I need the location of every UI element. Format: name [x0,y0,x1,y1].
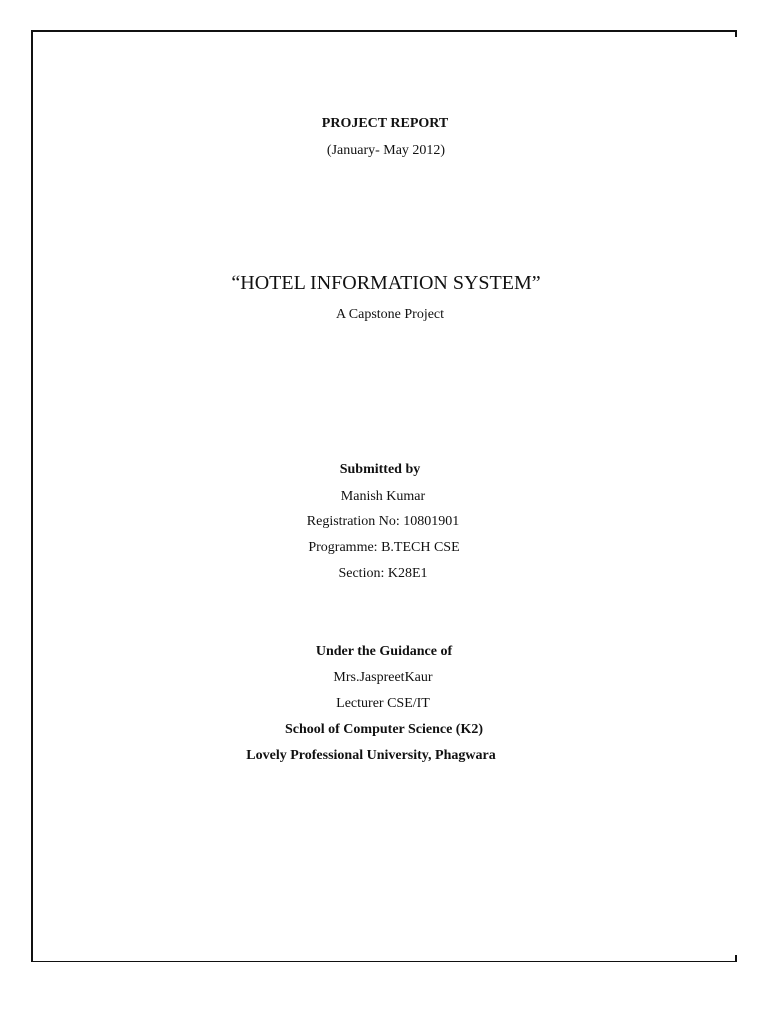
student-name: Manish Kumar [340,489,426,504]
page-corner-mark-top [735,30,737,37]
guide-name: Mrs.JaspreetKaur [333,670,433,685]
section: Section: K28E1 [338,566,428,581]
programme: Programme: B.TECH CSE [308,540,460,555]
school-name: School of Computer Science (K2) [284,722,484,737]
guide-title: Lecturer CSE/IT [336,696,430,711]
report-heading: PROJECT REPORT [321,116,449,131]
report-title: “HOTEL INFORMATION SYSTEM” [231,272,541,294]
guidance-label: Under the Guidance of [315,644,453,659]
report-period: (January- May 2012) [326,143,446,158]
submitted-by-label: Submitted by [339,462,421,477]
university-name: Lovely Professional University, Phagwara [246,748,496,763]
report-subtitle: A Capstone Project [335,307,445,322]
page-corner-mark-bottom [735,955,737,962]
registration-number: Registration No: 10801901 [306,514,460,529]
